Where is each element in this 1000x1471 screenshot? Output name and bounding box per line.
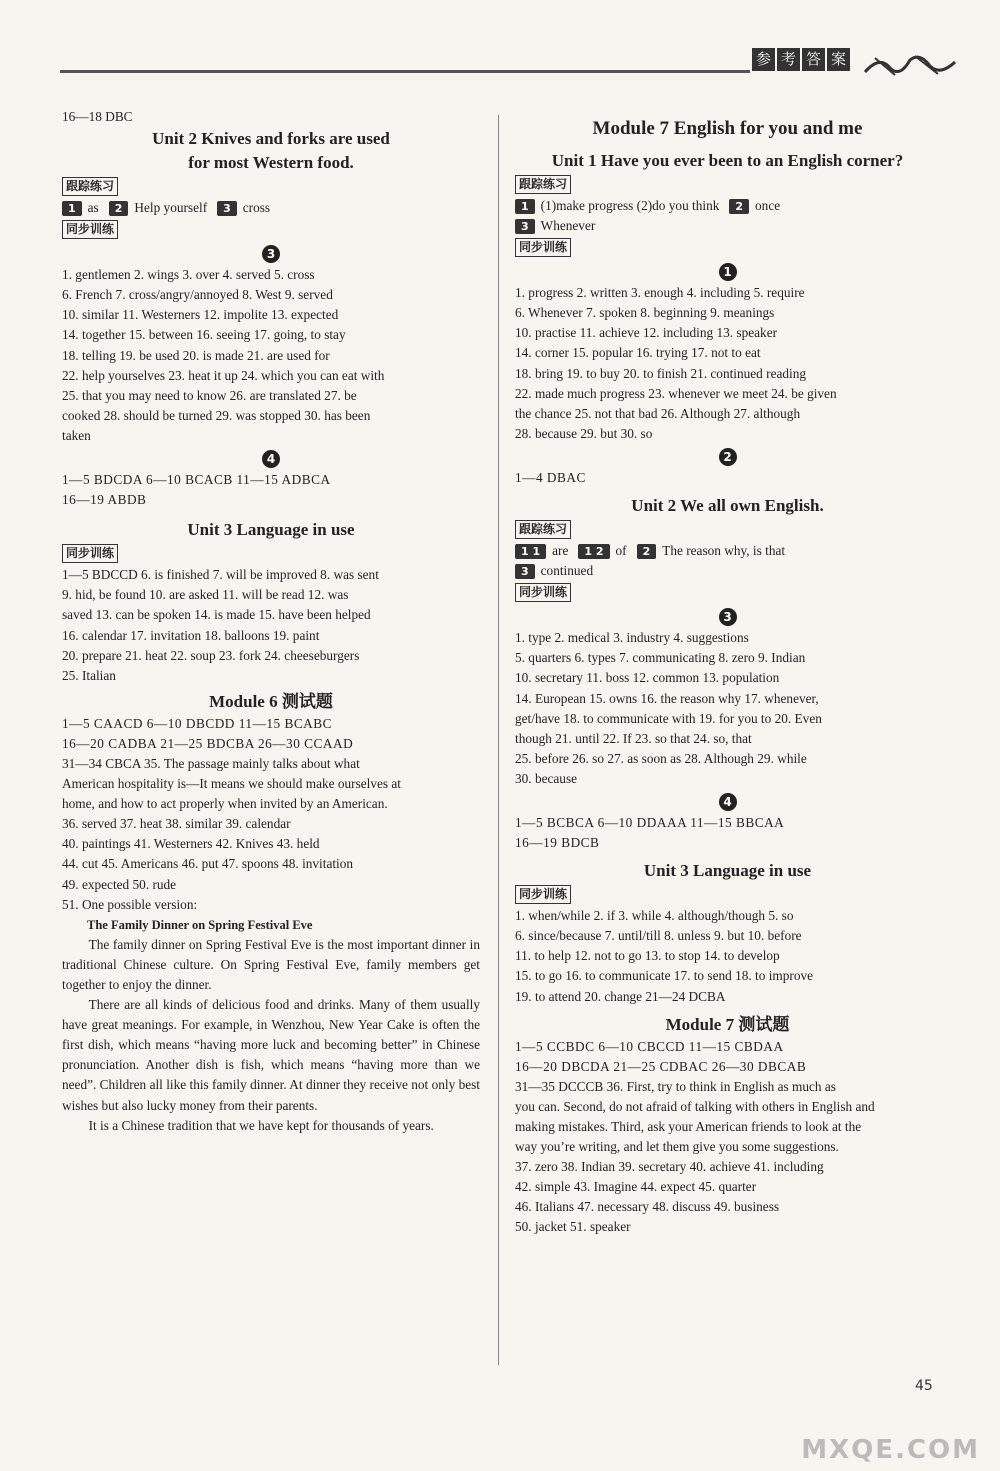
section-tag: 同步训练 — [62, 220, 118, 239]
section-tag: 同步训练 — [62, 544, 118, 563]
answer-line: 16—19 ABDB — [62, 492, 147, 508]
number-badge: 3 — [515, 564, 535, 579]
header-badge — [752, 48, 850, 71]
answer-line: 40. paintings 41. Westerners 42. Knives 43. held — [62, 836, 320, 852]
section-tag: 同步训练 — [515, 238, 571, 257]
column-divider — [498, 115, 499, 1365]
essay-paragraph: There are all kinds of delicious food and drinks. Many of them usually have great meanings. For example, in Wenzhou, New Year Cake is often the first dish, which means “having more luck and becoming better” in Chinese pronunciation. Another dish is fish, which means “having more than we need”. Children all like this family dinner. At dinner they receive not only best wishes but also lucky money from their parents. — [62, 997, 480, 1113]
number-badge: 3 — [217, 201, 237, 216]
unit-title: Unit 1 Have you ever been to an English corner? — [551, 151, 904, 170]
unit-title: Unit 2 Knives and forks are used — [152, 129, 390, 149]
essay-paragraph: It is a Chinese tradition that we have kept for thousands of years. — [88, 1117, 434, 1133]
answer-line: 16—20 CADBA 21—25 BDCBA 26—30 CCAAD — [62, 735, 354, 751]
section-tag: 同步训练 — [515, 583, 571, 602]
answer-line: 9. hid, be found 10. are asked 11. will be read 12. was — [62, 587, 349, 603]
number-badge: 1 — [515, 199, 535, 214]
answer-line: 49. expected 50. rude — [62, 876, 177, 892]
sample-essay — [62, 915, 480, 1136]
answer-line: 19. to attend 20. change 21—24 DCBA — [515, 988, 726, 1004]
answer-line: 16. calendar 17. invitation 18. balloons 19. paint — [62, 627, 320, 643]
answer-line: 50. jacket 51. speaker — [515, 1219, 631, 1235]
left-column — [62, 107, 480, 1136]
answer-text: The reason why, is that — [662, 543, 786, 559]
answer-line: 16—19 BDCB — [515, 835, 600, 851]
answer-line: 31—34 CBCA 35. The passage mainly talks about what — [62, 755, 360, 771]
answer-line: 15. to go 16. to communicate 17. to send 18. to improve — [515, 968, 814, 984]
right-column — [515, 107, 940, 1238]
answer-text: as — [87, 200, 99, 216]
unit-title: for most Western food. — [188, 153, 354, 173]
tracking-answers — [62, 198, 480, 218]
answer-text: (1)make progress (2)do you think — [540, 198, 720, 213]
answer-line: home, and how to act properly when invited by an American. — [62, 796, 388, 812]
section-number-icon: 4 — [719, 793, 737, 811]
page-number: 45 — [915, 1378, 933, 1394]
answer-line: you can. Second, do not afraid of talking with others in English and — [515, 1098, 875, 1114]
answer-line: 1—5 BDCCD 6. is finished 7. will be improved 8. was sent — [62, 567, 379, 583]
answer-line: 10. similar 11. Westerners 12. impolite 13. expected — [62, 307, 339, 323]
answer-line: 25. Italian — [62, 667, 116, 683]
answer-text: are — [552, 543, 569, 559]
answer-line: 36. served 37. heat 38. similar 39. calendar — [62, 816, 291, 832]
answer-line: 1. progress 2. written 3. enough 4. including 5. require — [515, 285, 805, 301]
answer-line: 5. quarters 6. types 7. communicating 8. zero 9. Indian — [515, 650, 806, 666]
badge-char: 考 — [777, 48, 800, 71]
section-tag: 跟踪练习 — [515, 520, 571, 539]
answer-text: of — [615, 543, 627, 559]
tracking-answers — [515, 216, 940, 236]
tracking-answers — [515, 541, 940, 561]
answer-line: cooked 28. should be turned 29. was stopped 30. has been — [62, 407, 371, 423]
answer-line: 1. type 2. medical 3. industry 4. suggestions — [515, 630, 749, 646]
answer-line: 1—4 DBAC — [515, 469, 586, 485]
number-badge: 2 — [637, 544, 657, 559]
answer-text: Whenever — [540, 218, 596, 234]
site-watermark: MXQE.COM — [801, 1435, 980, 1465]
answer-line: 14. European 15. owns 16. the reason why 17. whenever, — [515, 690, 819, 706]
answer-line: 30. because — [515, 770, 578, 786]
answer-line: way you’re writing, and let them give you some suggestions. — [515, 1139, 839, 1155]
answer-line: 28. because 29. but 30. so — [515, 425, 653, 441]
answer-line: 51. One possible version: — [62, 896, 198, 912]
essay-paragraph: The family dinner on Spring Festival Eve is the most important dinner in traditional Chinese culture. On Spring Festival Eve, family members get together to enjoy the dinner. — [62, 936, 480, 992]
answer-line: 25. that you may need to know 26. are translated 27. be — [62, 387, 357, 403]
answer-line: 25. before 26. so 27. as soon as 28. Although 29. while — [515, 750, 807, 766]
badge-char: 案 — [827, 48, 850, 71]
answer-line: taken — [62, 427, 91, 443]
section-number-icon: 2 — [719, 448, 737, 466]
answer-line: 16—18 DBC — [62, 109, 133, 124]
answer-text: once — [755, 198, 781, 213]
answer-line: 6. French 7. cross/angry/annoyed 8. West 9. served — [62, 287, 333, 303]
answer-line: 1—5 BCBCA 6—10 DDAAA 11—15 BBCAA — [515, 814, 785, 830]
answer-line: saved 13. can be spoken 14. is made 15. have been helped — [62, 607, 371, 623]
answer-line: 1—5 CCBDC 6—10 CBCCD 11—15 CBDAA — [515, 1038, 784, 1054]
answer-line: 1—5 BDCDA 6—10 BCACB 11—15 ADBCA — [62, 472, 331, 488]
module-title: Module 7 English for you and me — [592, 118, 863, 139]
answer-line: though 21. until 22. If 23. so that 24. so, that — [515, 730, 752, 746]
tracking-answers — [515, 561, 940, 581]
answer-line: 14. corner 15. popular 16. trying 17. not to eat — [515, 345, 761, 361]
essay-title: The Family Dinner on Spring Festival Eve — [87, 917, 313, 932]
answer-text: cross — [242, 200, 271, 216]
number-badge: 1 2 — [578, 544, 609, 559]
answer-text: continued — [540, 563, 594, 579]
number-badge: 2 — [729, 199, 749, 214]
badge-char: 参 — [752, 48, 775, 71]
answer-line: 1. gentlemen 2. wings 3. over 4. served 5. cross — [62, 267, 315, 283]
tracking-answers — [515, 196, 940, 216]
answer-line: 10. secretary 11. boss 12. common 13. population — [515, 670, 780, 686]
answer-line: the chance 25. not that bad 26. Although 27. although — [515, 405, 801, 421]
module-test-title: Module 6 测试题 — [209, 691, 333, 711]
answer-line: 22. help yourselves 23. heat it up 24. which you can eat with — [62, 367, 385, 383]
section-number-icon: 3 — [262, 245, 280, 263]
answer-line: get/have 18. to communicate with 19. for you to 20. Even — [515, 710, 822, 726]
answer-line: 46. Italians 47. necessary 48. discuss 49. business — [515, 1199, 780, 1215]
answer-line: 18. telling 19. be used 20. is made 21. are used for — [62, 347, 330, 363]
unit-title: Unit 2 We all own English. — [631, 496, 824, 516]
answer-line: making mistakes. Third, ask your American friends to look at the — [515, 1119, 862, 1134]
answer-line: 42. simple 43. Imagine 44. expect 45. quarter — [515, 1179, 757, 1195]
answer-line: 16—20 DBCDA 21—25 CDBAC 26—30 DBCAB — [515, 1058, 807, 1074]
number-badge: 2 — [109, 201, 129, 216]
section-number-icon: 1 — [719, 263, 737, 281]
section-tag: 跟踪练习 — [515, 175, 571, 194]
answer-text: Help yourself — [134, 200, 208, 216]
answer-line: 22. made much progress 23. whenever we meet 24. be given — [515, 385, 837, 401]
answer-line: 14. together 15. between 16. seeing 17. going, to stay — [62, 327, 346, 343]
answer-line: 20. prepare 21. heat 22. soup 23. fork 24. cheeseburgers — [62, 647, 360, 663]
section-number-icon: 3 — [719, 608, 737, 626]
section-number-icon: 4 — [262, 450, 280, 468]
answer-line: 1—5 CAACD 6—10 DBCDD 11—15 BCABC — [62, 715, 333, 731]
unit-title: Unit 3 Language in use — [187, 520, 355, 540]
answer-line: 10. practise 11. achieve 12. including 13. speaker — [515, 325, 778, 341]
answer-line: 44. cut 45. Americans 46. put 47. spoons 48. invitation — [62, 856, 354, 872]
answer-line: 37. zero 38. Indian 39. secretary 40. achieve 41. including — [515, 1159, 824, 1175]
brush-logo-icon — [860, 50, 960, 80]
answer-line: American hospitality is—It means we should make ourselves at — [62, 776, 401, 792]
number-badge: 3 — [515, 219, 535, 234]
module-test-title: Module 7 测试题 — [665, 1014, 790, 1034]
answer-line: 11. to help 12. not to go 13. to stop 14. to develop — [515, 948, 780, 964]
number-badge: 1 — [62, 201, 82, 216]
answer-line: 6. Whenever 7. spoken 8. beginning 9. meanings — [515, 305, 775, 321]
section-tag: 同步训练 — [515, 885, 571, 904]
badge-char: 答 — [802, 48, 825, 71]
answer-line: 31—35 DCCCB 36. First, try to think in English as much as — [515, 1078, 836, 1094]
number-badge: 1 1 — [515, 544, 546, 559]
section-tag: 跟踪练习 — [62, 177, 118, 196]
answer-line: 1. when/while 2. if 3. while 4. although/though 5. so — [515, 908, 794, 924]
header-rule — [60, 70, 750, 73]
answer-line: 18. bring 19. to buy 20. to finish 21. continued reading — [515, 365, 807, 381]
unit-title: Unit 3 Language in use — [643, 861, 812, 881]
answer-line: 6. since/because 7. until/till 8. unless 9. but 10. before — [515, 928, 802, 944]
